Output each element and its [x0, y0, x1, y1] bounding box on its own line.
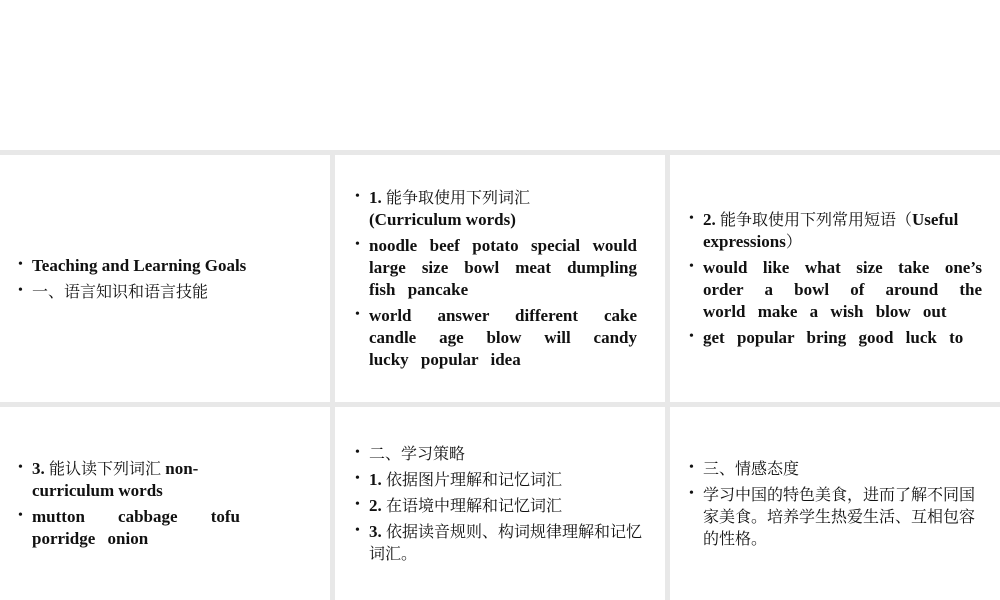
goals-subtitle: • 一、语言知识和语言技能 [18, 281, 314, 303]
expressions-list-1: • would like what size take one’s order a bowl of around the world make a wish blow out [689, 257, 982, 323]
non-curriculum-words-cell [0, 407, 330, 600]
attitude-title: • 三、情感态度 [689, 458, 982, 480]
curriculum-heading: • 1. 能争取使用下列词汇 (Curriculum words) [355, 187, 637, 231]
learning-strategy-cell [335, 407, 665, 600]
curriculum-words-list-1: • noodle beef potato special would large size bowl meat dumpling fish pancake [355, 235, 637, 301]
expressions-heading: • 2. 能争取使用下列常用短语（Useful expressions） [689, 209, 982, 253]
emotional-attitude-cell [670, 407, 1000, 600]
strategy-item: • 1. 依据图片理解和记忆词汇 [355, 469, 647, 491]
noncurriculum-heading: • 3. 能认读下列词汇 non-curriculum words [18, 458, 240, 502]
expressions-list-2: • get popular bring good luck to [689, 327, 982, 349]
strategy-item: • 3. 依据读音规则、构词规律理解和记忆词汇。 [355, 521, 647, 565]
noncurriculum-words-list: • mutton cabbage tofu porridge onion [18, 506, 240, 550]
curriculum-words-list-2: • world answer different cake candle age blow will candy lucky popular idea [355, 305, 637, 371]
goals-cell [0, 155, 330, 402]
useful-expressions-cell [670, 155, 1000, 402]
strategy-item: • 2. 在语境中理解和记忆词汇 [355, 495, 647, 517]
curriculum-words-cell [335, 155, 665, 402]
slide-header-blank [0, 0, 1000, 150]
attitude-text: • 学习中国的特色美食，进而了解不同国家美食。培养学生热爱生活、互相包容的性格。 [689, 484, 982, 550]
goals-title: • Teaching and Learning Goals [18, 255, 314, 277]
strategy-title: • 二、学习策略 [355, 443, 647, 465]
